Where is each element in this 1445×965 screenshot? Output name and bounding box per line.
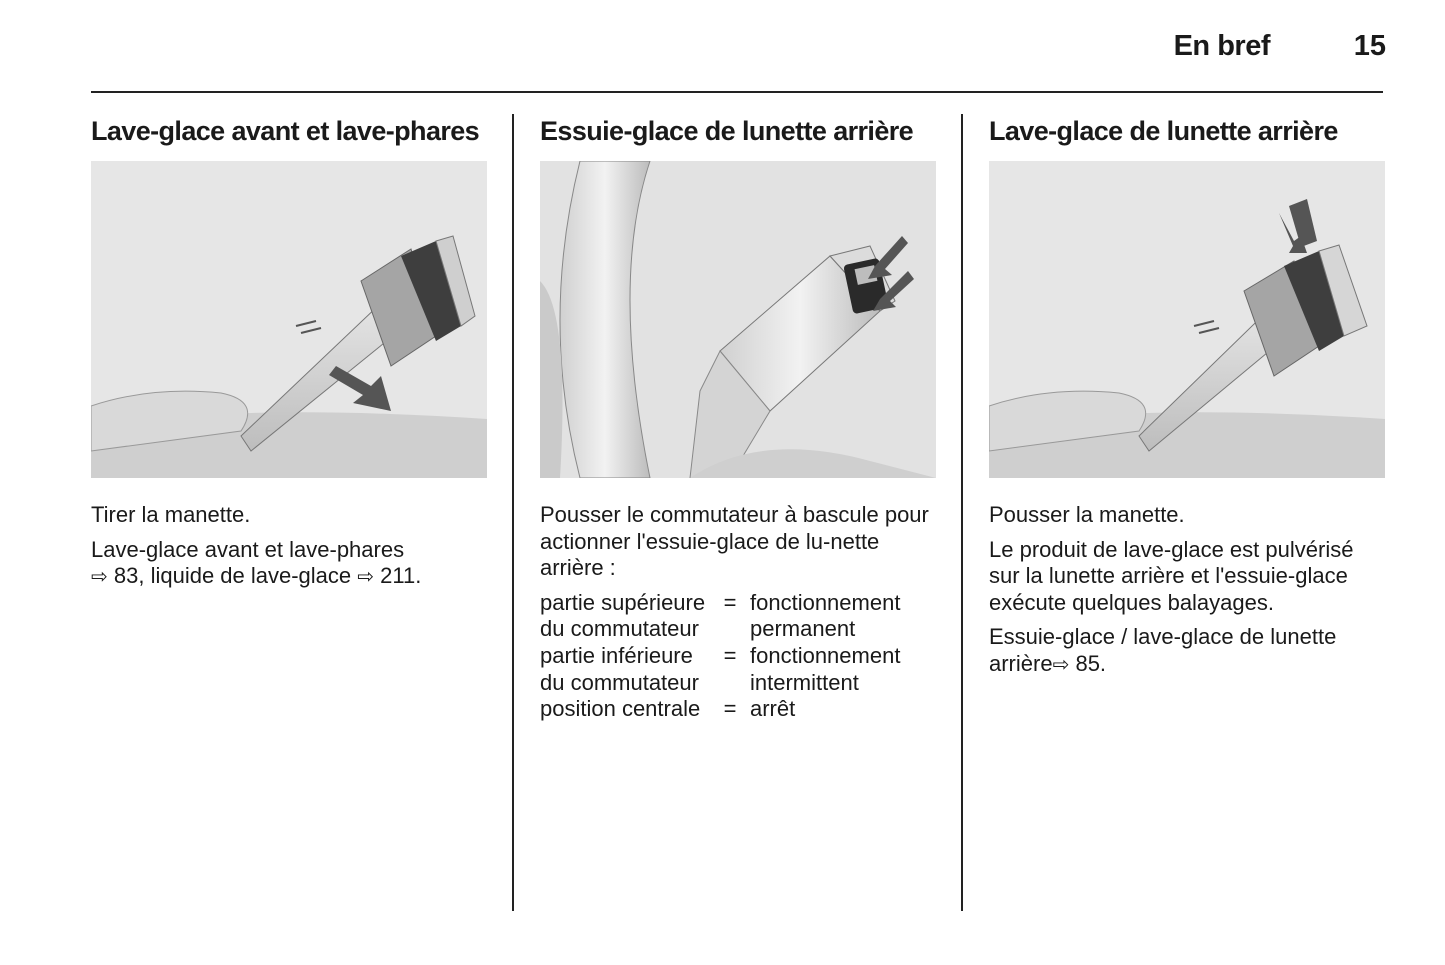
instruction-text: Pousser le commutateur à bascule pour actionner l'essuie-glace de lu-nette arrière :	[540, 502, 929, 581]
header-divider	[91, 91, 1383, 93]
column-front-washer	[91, 112, 487, 599]
column-heading: Lave-glace de lunette arrière	[989, 116, 1338, 146]
column-divider	[961, 114, 963, 911]
section-title: En bref	[1173, 30, 1270, 62]
column-heading: Lave-glace avant et lave-phares	[91, 116, 480, 146]
reference-text: 211.	[374, 563, 422, 589]
illustration-rocker-switch	[540, 161, 936, 478]
reference-paragraph	[91, 537, 487, 591]
equals-sign: =	[723, 589, 737, 615]
column-divider	[512, 114, 514, 911]
wiper-stalk-push-drawing	[989, 161, 1385, 478]
reference-text: Lave-glace avant et lave-phares	[91, 536, 405, 562]
position-term: partie supérieure du commutateur	[540, 589, 706, 642]
wiper-stalk-pull-drawing	[91, 161, 487, 478]
column-rear-washer	[989, 112, 1385, 687]
description-text: Le produit de lave-glace est pulvérisé sur la lunette arrière et l'essuie-glace exécute quelques balayages.	[989, 536, 1354, 615]
illustration-wiper-stalk-pull	[91, 161, 487, 478]
equals-sign: =	[723, 696, 737, 722]
position-description: fonctionnement intermittent	[750, 642, 901, 695]
page-number: 15	[1353, 30, 1386, 62]
definition-row	[540, 696, 920, 723]
definition-row	[540, 590, 920, 643]
illustration-wiper-stalk-push	[989, 161, 1385, 478]
reference-paragraph	[989, 624, 1385, 678]
position-description: arrêt	[750, 696, 796, 722]
position-description: fonctionnement permanent	[750, 589, 901, 642]
reference-text: Essuie-glace / lave-glace de lunette arrière	[989, 624, 1337, 676]
reference-arrow-icon: ⇨	[91, 566, 108, 589]
equals-sign: =	[723, 642, 737, 668]
position-term: partie inférieure du commutateur	[540, 642, 699, 695]
column-heading: Essuie-glace de lunette arrière	[540, 116, 914, 146]
position-term: position centrale	[540, 696, 701, 722]
reference-text: 83, liquide de lave-glace	[107, 563, 358, 589]
instruction-text: Pousser la manette.	[989, 502, 1185, 527]
switch-positions-table	[540, 590, 920, 723]
instruction-text: Tirer la manette.	[91, 502, 251, 527]
rocker-switch-drawing	[540, 161, 936, 478]
reference-text: 85.	[1069, 650, 1107, 676]
column-rear-wiper	[540, 112, 936, 723]
reference-arrow-icon: ⇨	[1052, 653, 1070, 676]
definition-row	[540, 643, 920, 696]
reference-arrow-icon: ⇨	[357, 566, 375, 589]
